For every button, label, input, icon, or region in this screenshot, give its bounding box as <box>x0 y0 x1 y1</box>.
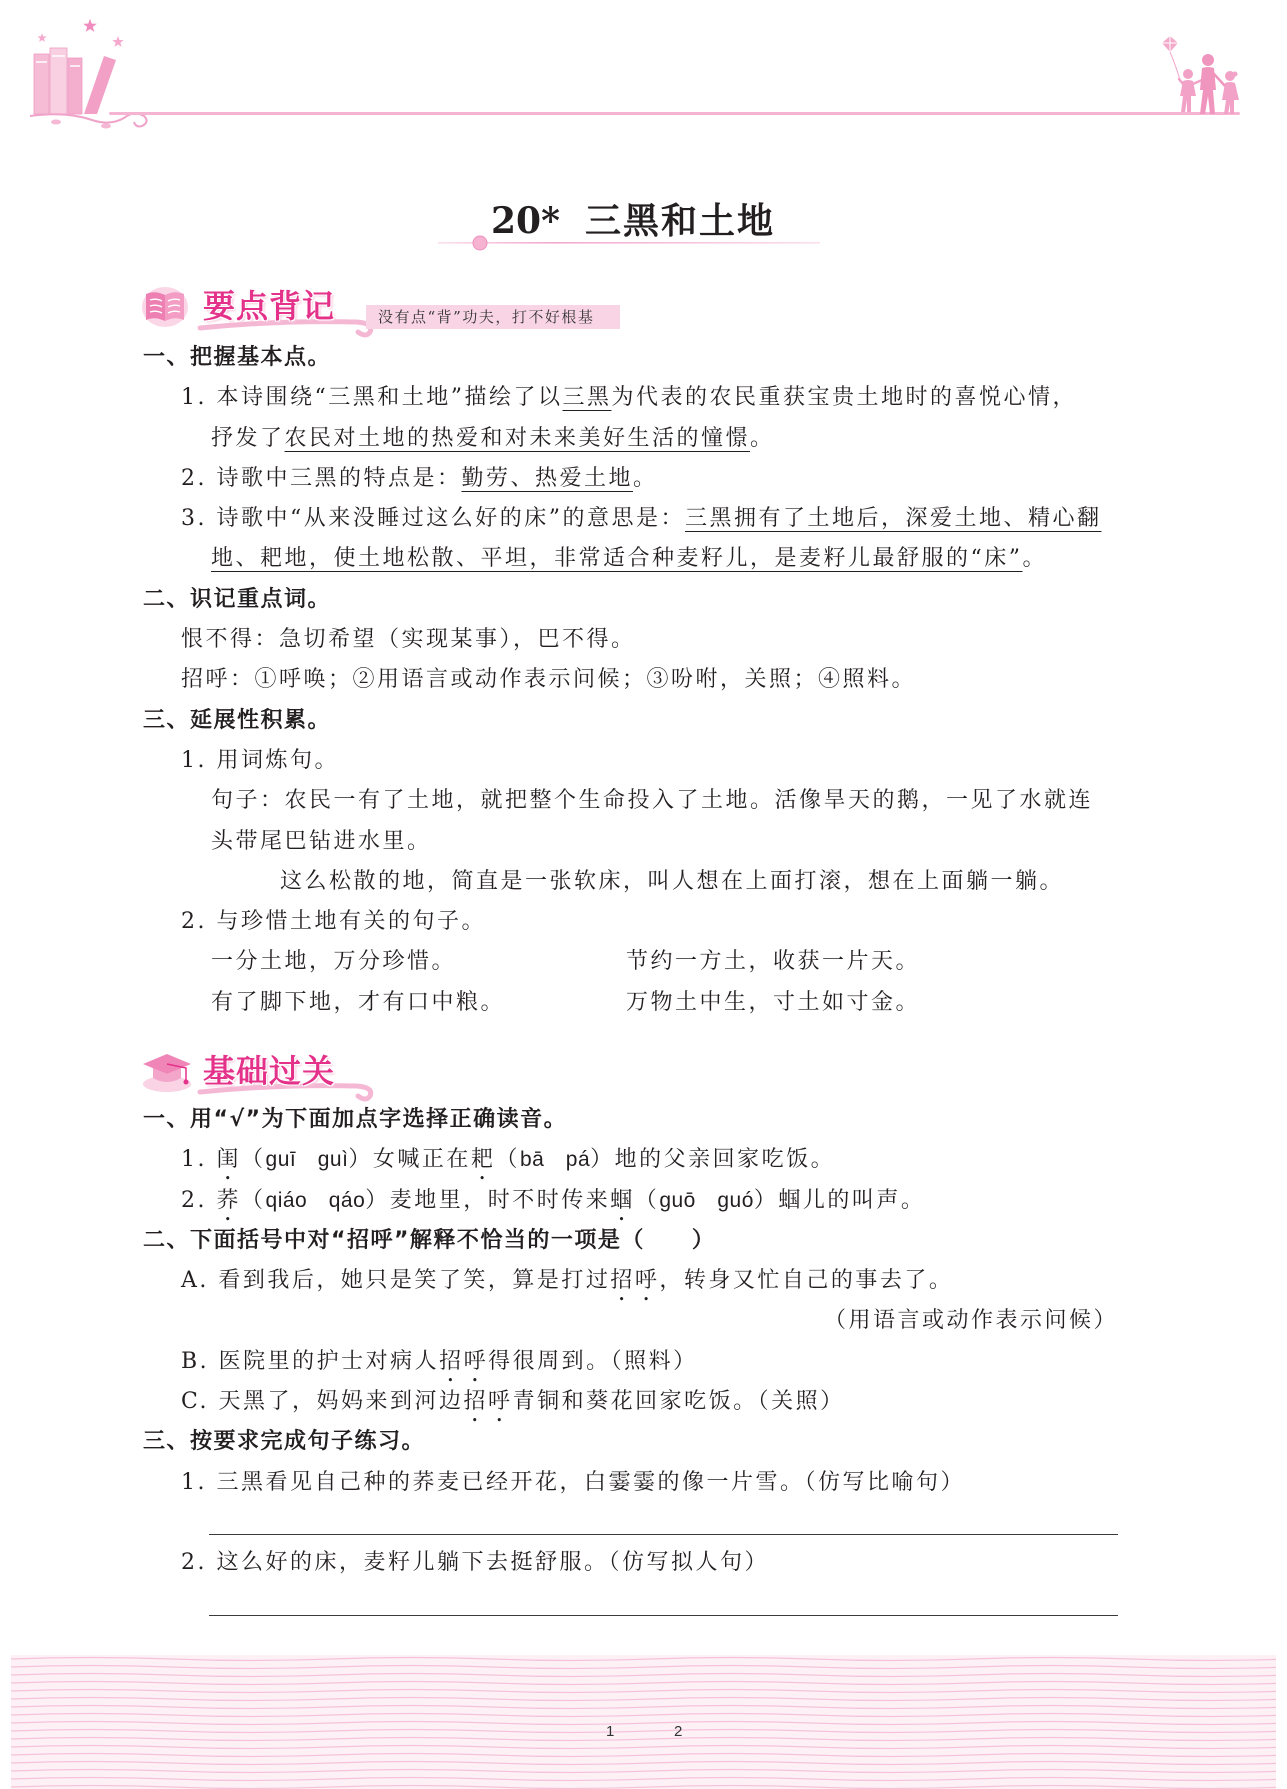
answer-line <box>209 1615 1118 1616</box>
header-rule <box>109 112 1240 115</box>
item-text: （ <box>241 1187 266 1213</box>
dotted-word: 招呼 <box>610 1268 660 1294</box>
answer-line <box>209 1534 1118 1535</box>
dotted-character: 荞 <box>216 1187 241 1213</box>
option-text: C. 天黑了，妈妈来到河边 <box>181 1389 464 1415</box>
answer-underline: 地、耙地，使土地松散、平坦，非常适合种麦籽儿，是麦籽儿最舒服的“床” <box>211 546 1023 572</box>
basics-body <box>0 1100 1287 1584</box>
option-text: 得很周到。（照料） <box>488 1348 698 1374</box>
graduation-cap-icon <box>140 1046 196 1096</box>
pinyin-options: guō guó <box>659 1188 754 1212</box>
proverb-row <box>0 942 1287 982</box>
dotted-word: 招呼 <box>463 1389 513 1415</box>
lesson-number: 20* <box>491 200 560 242</box>
option-a <box>0 1261 1287 1301</box>
sub-heading-cherish-land: 2. 与珍惜土地有关的句子。 <box>181 909 486 935</box>
question-2-heading: 二、下面括号中对“招呼”解释不恰当的一项是（ ） <box>143 1227 716 1253</box>
pinyin-options: bā pá <box>519 1148 591 1172</box>
item-text: （ <box>634 1187 660 1213</box>
blank-row <box>0 1503 1287 1543</box>
part-heading-grasp-basics: 一、把握基本点。 <box>143 345 332 370</box>
item-text: ）蝈儿的叫声。 <box>753 1187 926 1213</box>
open-book-icon <box>140 280 192 330</box>
point-text: 1. 本诗围绕“三黑和土地”描绘了以 <box>181 385 563 411</box>
section-slogan: 没有点“背”功夫，打不好根基 <box>366 305 620 329</box>
answer-underline: 三黑 <box>562 385 612 411</box>
question-1-heading: 一、用“√”为下面加点字选择正确读音。 <box>143 1107 568 1132</box>
answer-underline: 农民对土地的热爱和对未来美好生活的憧憬 <box>284 425 751 451</box>
item-text: ）女喊正在 <box>348 1147 471 1173</box>
pinyin-options: guī guì <box>265 1148 349 1172</box>
proverb: 节约一方土，收获一片天。 <box>626 949 921 975</box>
part-heading-key-words: 二、识记重点词。 <box>143 586 332 612</box>
option-text: 青铜和葵花回家吃饭。（关照） <box>512 1389 845 1415</box>
item-text: ）地的父亲回家吃饭。 <box>590 1147 836 1173</box>
key-points-body <box>0 338 1287 1023</box>
page-number-left: 1 <box>606 1723 615 1740</box>
question-3-item-1: 1. 三黑看见自己种的荞麦已经开花，白霎霎的像一片雪。（仿写比喻句） <box>181 1469 965 1495</box>
page-number-right: 2 <box>674 1723 683 1740</box>
point-text: 为代表的农民重获宝贵土地时的喜悦心情， <box>611 385 1078 411</box>
point-text: 3. 诗歌中“从来没睡过这么好的床”的意思是： <box>181 506 685 532</box>
point-2 <box>0 459 1287 499</box>
point-3-line-1 <box>0 499 1287 539</box>
dotted-character: 闺 <box>216 1147 241 1173</box>
option-b <box>0 1342 1287 1382</box>
option-text: B. 医院里的护士对病人 <box>181 1348 440 1374</box>
point-text: 。 <box>1022 546 1048 572</box>
kite-children-icon <box>1156 34 1246 118</box>
option-a-note: （用语言或动作表示问候） <box>823 1308 1118 1334</box>
point-text: 2. 诗歌中三黑的特点是： <box>181 465 462 491</box>
word-definition-hen-bu-de: 恨不得：急切希望（实现某事），巴不得。 <box>181 627 636 653</box>
proverb: 万物土中生，寸土如寸金。 <box>626 989 921 1015</box>
option-c <box>0 1382 1287 1422</box>
word-definition-zhao-hu: 招呼：①呼唤；②用语言或动作表示问候；③吩咐，关照；④照料。 <box>181 667 917 693</box>
example-sentence-line-2: 头带尾巴钻进水里。 <box>211 828 432 854</box>
point-1-line-2 <box>0 419 1287 459</box>
proverb: 有了脚下地，才有口中粮。 <box>211 989 506 1015</box>
section-heading-key-points: 要点背记 <box>203 287 336 325</box>
example-sentence-line-3: 这么松散的地，简直是一张软床，叫人想在上面打滚，想在上面躺一躺。 <box>280 868 1065 894</box>
option-text: ，转身又忙自己的事去了。 <box>659 1268 954 1294</box>
sub-heading-word-sentence: 1. 用词炼句。 <box>181 747 339 773</box>
footer-wave-stripes <box>11 1655 1276 1789</box>
dotted-word: 招呼 <box>439 1348 489 1374</box>
example-sentence-line-1: 句子：农民一有了土地，就把整个生命投入了土地。活像旱天的鹅，一见了水就连 <box>211 788 1094 814</box>
item-text: （ <box>241 1147 266 1173</box>
item-text: ）麦地里，时不时传来 <box>365 1187 611 1213</box>
pinyin-options: qiáo qáo <box>265 1188 366 1212</box>
option-text: A. 看到我后，她只是笑了笑，算是打过 <box>181 1268 611 1294</box>
point-text: 。 <box>633 465 658 491</box>
dotted-character: 耙 <box>470 1147 496 1173</box>
section-heading-basics: 基础过关 <box>203 1052 336 1090</box>
answer-underline: 勤劳、热爱土地 <box>461 465 633 491</box>
question-1-item-2 <box>0 1181 1287 1221</box>
question-1-item-1 <box>0 1140 1287 1180</box>
lesson-title: 三黑和土地 <box>585 200 776 242</box>
point-3-line-2 <box>0 539 1287 579</box>
proverb: 一分土地，万分珍惜。 <box>211 949 457 975</box>
part-heading-extended-accumulation: 三、延展性积累。 <box>143 707 332 733</box>
item-number: 1. <box>181 1147 217 1173</box>
proverb-row <box>0 983 1287 1023</box>
question-3-item-2: 2. 这么好的床，麦籽儿躺下去挺舒服。（仿写拟人句） <box>181 1550 769 1576</box>
answer-underline: 三黑拥有了土地后，深爱土地、精心翻 <box>684 506 1102 532</box>
point-text: 抒发了 <box>211 425 285 451</box>
title-underline <box>438 234 822 252</box>
item-text: （ <box>495 1147 520 1173</box>
dotted-character: 蝈 <box>610 1187 635 1213</box>
item-number: 2. <box>181 1187 217 1213</box>
point-1-line-1 <box>0 378 1287 418</box>
point-text: 。 <box>750 425 775 451</box>
books-stars-icon <box>26 14 154 134</box>
question-3-heading: 三、按要求完成句子练习。 <box>143 1429 426 1455</box>
